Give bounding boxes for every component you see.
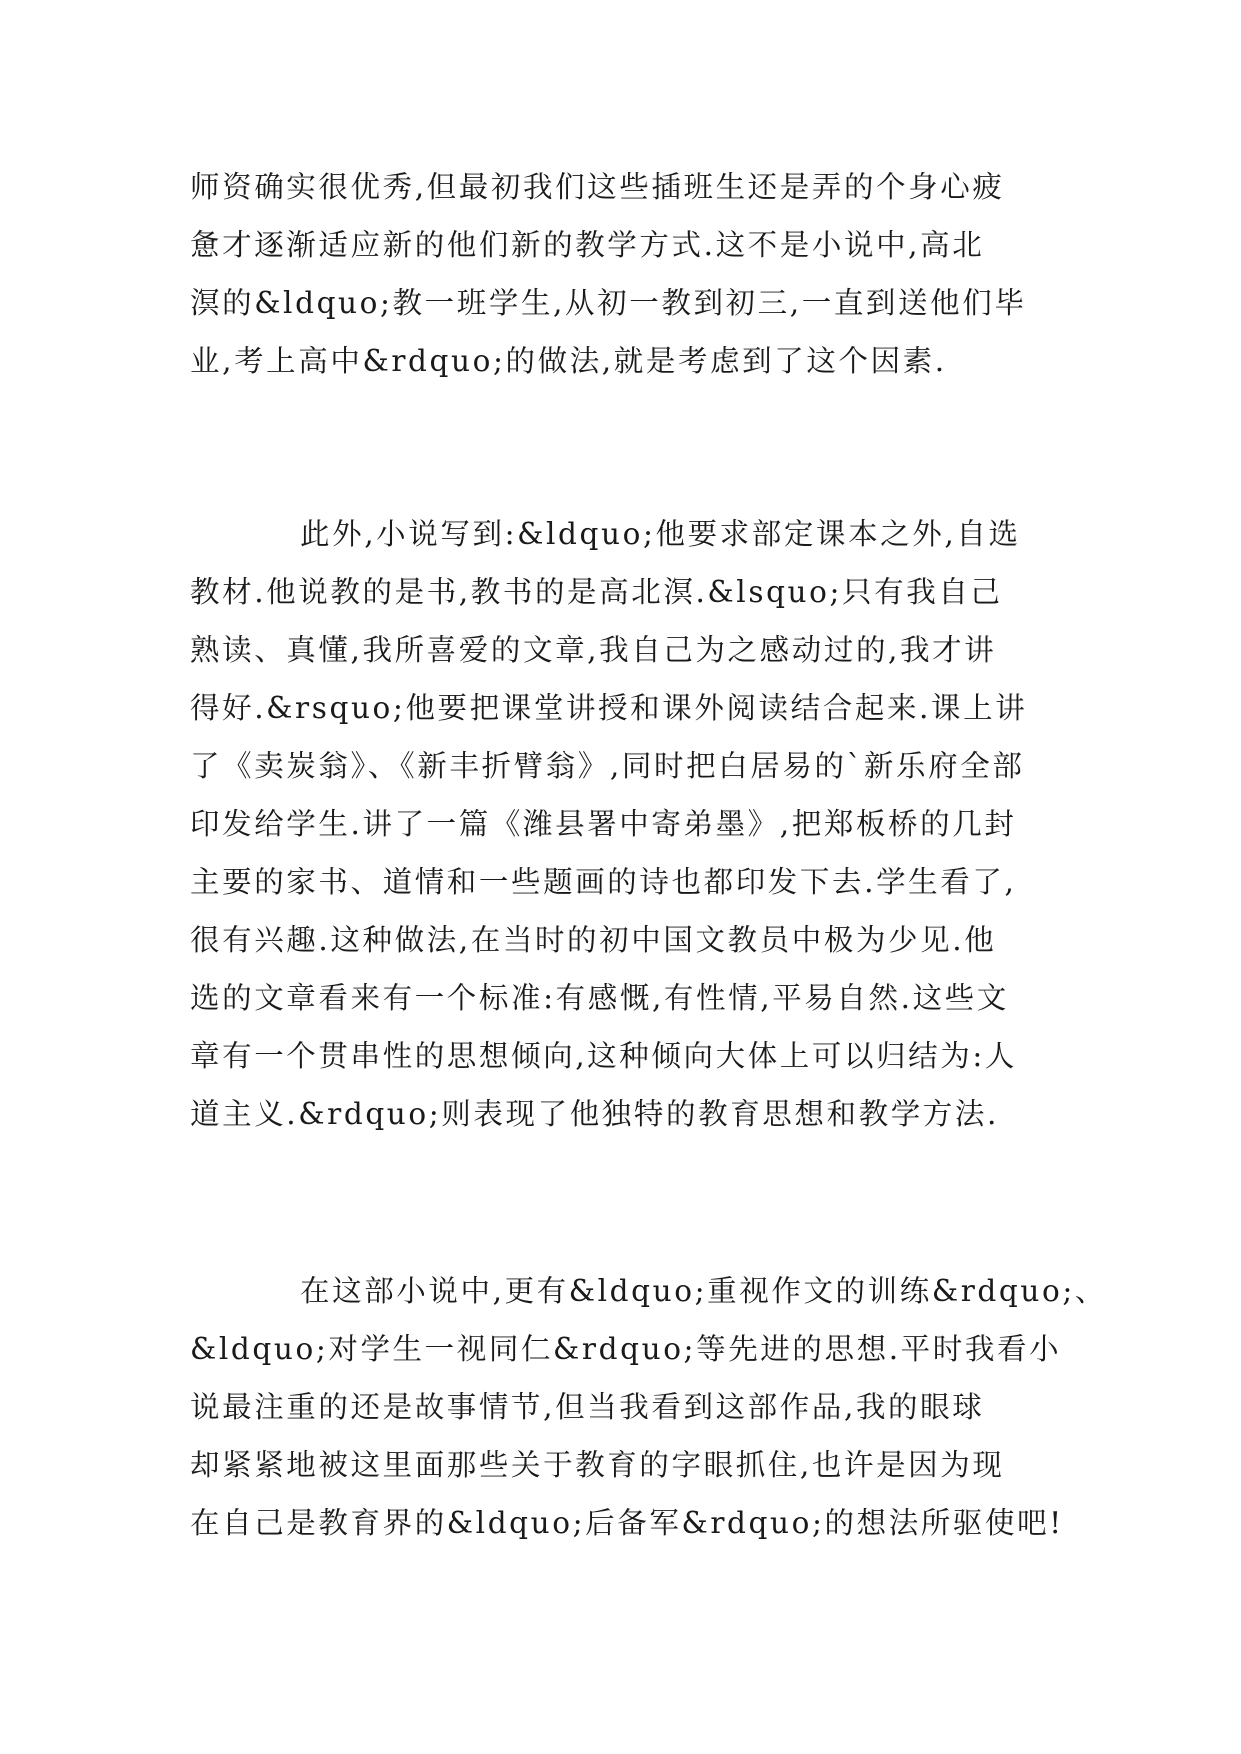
paragraph-3 bbox=[190, 1262, 1107, 1552]
text-line: 此外,小说写到:&ldquo;他要求部定课本之外,自选 bbox=[300, 517, 1021, 551]
text-line: 业,考上高中&rdquo;的做法,就是考虑到了这个因素. bbox=[190, 344, 947, 378]
text-line: 得好.&rsquo;他要把课堂讲授和课外阅读结合起来.课上讲 bbox=[190, 691, 1028, 725]
text-line: 惫才逐渐适应新的他们新的教学方式.这不是小说中,高北 bbox=[190, 228, 985, 262]
text-line: 很有兴趣.这种做法,在当时的初中国文教员中极为少见.他 bbox=[190, 923, 997, 957]
text-line: 章有一个贯串性的思想倾向,这种倾向大体上可以归结为:人 bbox=[190, 1039, 1018, 1073]
text-line: 选的文章看来有一个标准:有感慨,有性情,平易自然.这些文 bbox=[190, 981, 1009, 1015]
text-line: 在自己是教育界的&ldquo;后备军&rdquo;的想法所驱使吧! bbox=[190, 1506, 1064, 1540]
text-line: 熟读、真懂,我所喜爱的文章,我自己为之感动过的,我才讲 bbox=[190, 633, 997, 667]
text-line: 却紧紧地被这里面那些关于教育的字眼抓住,也许是因为现 bbox=[190, 1448, 1005, 1482]
text-line: 说最注重的还是故事情节,但当我看到这部作品,我的眼球 bbox=[190, 1390, 985, 1424]
text-line: 印发给学生.讲了一篇《潍县署中寄弟墨》,把郑板桥的几封 bbox=[190, 807, 1017, 841]
paragraph-1 bbox=[190, 158, 1070, 390]
text-line: 教材.他说教的是书,教书的是高北溟.&lsquo;只有我自己 bbox=[190, 575, 1003, 609]
text-line: 主要的家书、道情和一些题画的诗也都印发下去.学生看了, bbox=[190, 865, 1017, 899]
text-line: 道主义.&rdquo;则表现了他独特的教育思想和教学方法. bbox=[190, 1097, 999, 1131]
text-line: 溟的&ldquo;教一班学生,从初一教到初三,一直到送他们毕 bbox=[190, 286, 1027, 320]
paragraph-2 bbox=[190, 505, 1070, 1143]
text-line: 在这部小说中,更有&ldquo;重视作文的训练&rdquo;、 bbox=[300, 1274, 1107, 1308]
text-line: &ldquo;对学生一视同仁&rdquo;等先进的思想.平时我看小 bbox=[190, 1332, 1062, 1366]
text-line: 师资确实很优秀,但最初我们这些插班生还是弄的个身心疲 bbox=[190, 170, 1005, 204]
text-line: 了《卖炭翁》、《新丰折臂翁》,同时把白居易的`新乐府全部 bbox=[190, 749, 1025, 783]
